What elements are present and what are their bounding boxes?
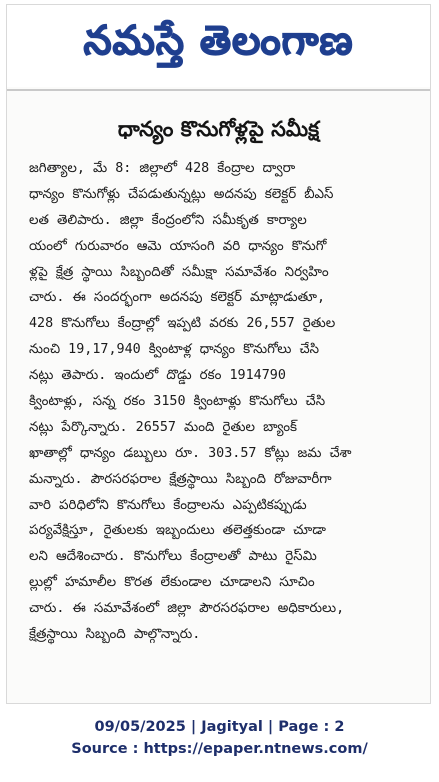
article-line: లని ఆదేశించారు. కొనుగోలు కేంద్రాలతో పాటు రైస్‌మి bbox=[29, 549, 317, 565]
masthead-divider bbox=[7, 89, 430, 91]
article-line: నట్లు తెపారు. ఇందులో దొడ్డు రకం 1914790 bbox=[29, 368, 286, 384]
edition-info: 09/05/2025 | Jagityal | Page : 2 bbox=[94, 719, 345, 735]
newspaper-logo: నమస్తే తెలంగాణ bbox=[83, 18, 354, 64]
article-line: క్షేత్రస్థాయి సిబ్బంది పాల్గొన్నారు. bbox=[29, 627, 201, 643]
article-line: ఖాతాల్లో ధాన్యం డబ్బులు రూ. 303.57 కోట్లు జమ చేశా bbox=[29, 445, 352, 461]
article-line: నట్లు పేర్కొన్నారు. 26557 మంది రైతుల బ్యాంక్ bbox=[29, 419, 298, 435]
article-line: చారు. ఈ సమావేశంలో జిల్లా పౌరసరఫరాల అధికారులు, bbox=[29, 601, 345, 617]
article-line: 428 కొనుగోలు కేంద్రాల్లో ఇప్పటి వరకు 26,557 రైతుల bbox=[29, 316, 336, 332]
article-line: ల్లుల్లో హమాలీల కొరత లేకుండాల చూడాలని సూచిం bbox=[29, 575, 315, 591]
article-line: నుంచి 19,17,940 క్వింటాళ్ల ధాన్యం కొనుగోలు చేసి bbox=[29, 342, 320, 358]
article-line: యంలో గురువారం ఆమె యాసంగి వరి ధాన్యం కొనుగో bbox=[29, 238, 327, 254]
source-link[interactable]: Source : https://epaper.ntnews.com/ bbox=[71, 741, 368, 757]
article-body bbox=[29, 156, 414, 648]
article-line: మన్నారు. పౌరసరఫరాల క్షేత్రస్థాయి సిబ్బంది రోజువారీగా bbox=[29, 471, 332, 487]
article-line: ళ్లపై క్షేత్ర స్థాయి సిబ్బందితో సమీక్షా సమావేశం నిర్వహిం bbox=[29, 264, 329, 280]
article-line: పర్యవేక్షిస్తూ, రైతులకు ఇబ్బందులు తలెత్తకుండా చూడా bbox=[29, 523, 326, 539]
article-line: వారి పరిధిలోని కొనుగోలు కేంద్రాలను ఎప్పటికప్పుడు bbox=[29, 497, 307, 513]
article-line: ధాన్యం కొనుగోళ్లు చేపడుతున్నట్లు అదనపు కలెక్టర్ బీఎస్ bbox=[29, 186, 334, 202]
article-headline: ధాన్యం కొనుగోళ్లపై సమీక్ష bbox=[117, 117, 320, 141]
article-line: క్వింటాళ్లు, సన్న రకం 3150 క్వింటాళ్లు కొనుగోలు చేసి bbox=[29, 394, 326, 410]
article-line: జగిత్యాల, మే 8: జిల్లాలో 428 కేంద్రాల ద్వారా bbox=[29, 161, 296, 176]
news-clipping bbox=[6, 4, 431, 704]
article-line: లత తెలిపారు. జిల్లా కేంద్రంలోని సమీకృత కార్యాల bbox=[29, 212, 307, 228]
article-line: చారు. ఈ సందర్భంగా అదనపు కలెక్టర్ మాట్లాడుతూ, bbox=[29, 290, 326, 306]
masthead bbox=[7, 5, 430, 87]
